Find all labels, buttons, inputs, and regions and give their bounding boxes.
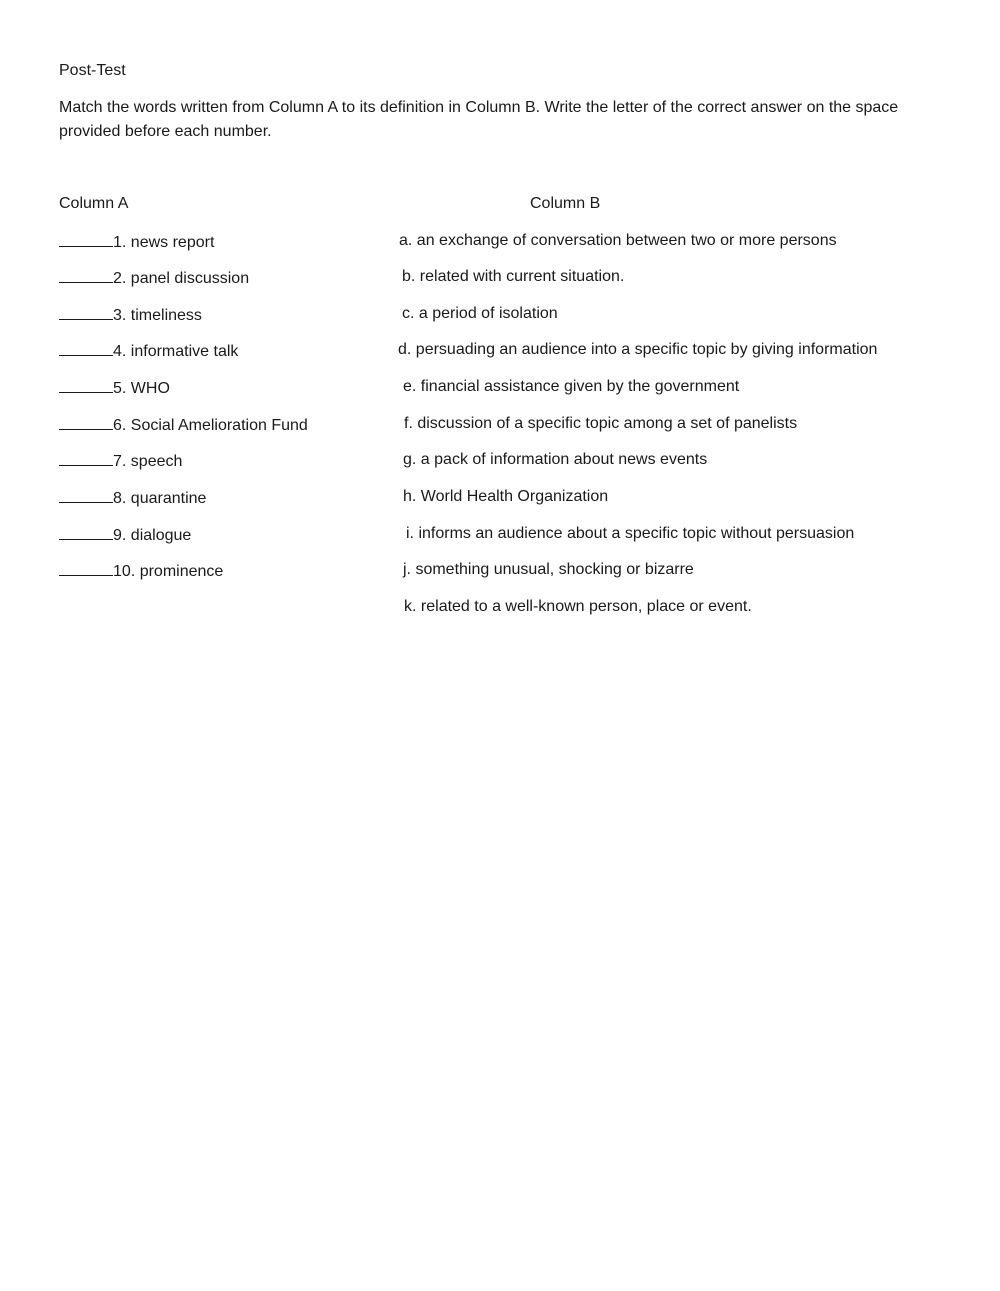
column-a-header: Column A	[59, 195, 129, 212]
column-b-item: i. informs an audience about a specific topic without persuasion	[406, 525, 855, 542]
column-b-header: Column B	[530, 195, 601, 212]
column-b-item: e. financial assistance given by the government	[403, 378, 740, 395]
column-a-item: 9. dialogue	[59, 524, 191, 546]
column-a-item: 6. Social Amelioration Fund	[59, 414, 308, 436]
column-a-item: 1. news report	[59, 231, 214, 253]
answer-blank[interactable]	[59, 377, 113, 393]
column-b-item: a. an exchange of conversation between two or more persons	[399, 232, 837, 249]
term-label: WHO	[130, 380, 170, 397]
answer-blank[interactable]	[59, 414, 113, 430]
term-label: panel discussion	[130, 270, 250, 287]
column-b-item: f. discussion of a specific topic among a set of panelists	[404, 415, 798, 432]
definition-text: a period of isolation	[418, 305, 558, 322]
page-title: Post-Test	[59, 62, 126, 79]
column-a-item: 8. quarantine	[59, 487, 206, 509]
answer-blank[interactable]	[59, 450, 113, 466]
term-label: informative talk	[130, 343, 239, 360]
definition-text: World Health Organization	[420, 488, 609, 505]
definition-text: a pack of information about news events	[420, 451, 708, 468]
term-label: prominence	[139, 563, 224, 580]
term-label: speech	[130, 453, 183, 470]
column-b-item: b. related with current situation.	[402, 268, 625, 285]
term-label: timeliness	[130, 307, 202, 324]
definition-text: something unusual, shocking or bizarre	[415, 561, 694, 578]
column-a-item: 2. panel discussion	[59, 267, 249, 289]
answer-blank[interactable]	[59, 560, 113, 576]
term-label: dialogue	[130, 527, 192, 544]
column-b-item: d. persuading an audience into a specific topic by giving information	[398, 341, 878, 358]
column-a-item: 10. prominence	[59, 560, 223, 582]
definition-text: financial assistance given by the government	[420, 378, 740, 395]
answer-blank[interactable]	[59, 304, 113, 320]
answer-blank[interactable]	[59, 231, 113, 247]
instructions-text: Match the words written from Column A to its definition in Column B. Write the letter of the correct answer on the space provided before each number.	[59, 99, 899, 140]
column-a-item: 4. informative talk	[59, 340, 238, 362]
definition-text: informs an audience about a specific topic without persuasion	[418, 525, 855, 542]
column-a-item: 7. speech	[59, 450, 182, 472]
answer-blank[interactable]	[59, 340, 113, 356]
answer-blank[interactable]	[59, 267, 113, 283]
answer-blank[interactable]	[59, 524, 113, 540]
column-b-item: c. a period of isolation	[402, 305, 558, 322]
definition-text: related with current situation.	[419, 268, 625, 285]
answer-blank[interactable]	[59, 487, 113, 503]
column-b-item: g. a pack of information about news events	[403, 451, 708, 468]
column-a-item: 5. WHO	[59, 377, 170, 399]
definition-text: persuading an audience into a specific topic by giving information	[415, 341, 878, 358]
definition-text: discussion of a specific topic among a set of panelists	[417, 415, 798, 432]
term-label: quarantine	[130, 490, 207, 507]
term-label: news report	[130, 234, 215, 251]
column-b-item: j. something unusual, shocking or bizarre	[403, 561, 694, 578]
column-a-item: 3. timeliness	[59, 304, 202, 326]
term-label: Social Amelioration Fund	[130, 417, 308, 434]
column-b-item: h. World Health Organization	[403, 488, 609, 505]
definition-text: related to a well-known person, place or event.	[420, 598, 752, 615]
definition-text: an exchange of conversation between two or more persons	[416, 232, 837, 249]
column-b-item: k. related to a well-known person, place or event.	[404, 598, 752, 615]
